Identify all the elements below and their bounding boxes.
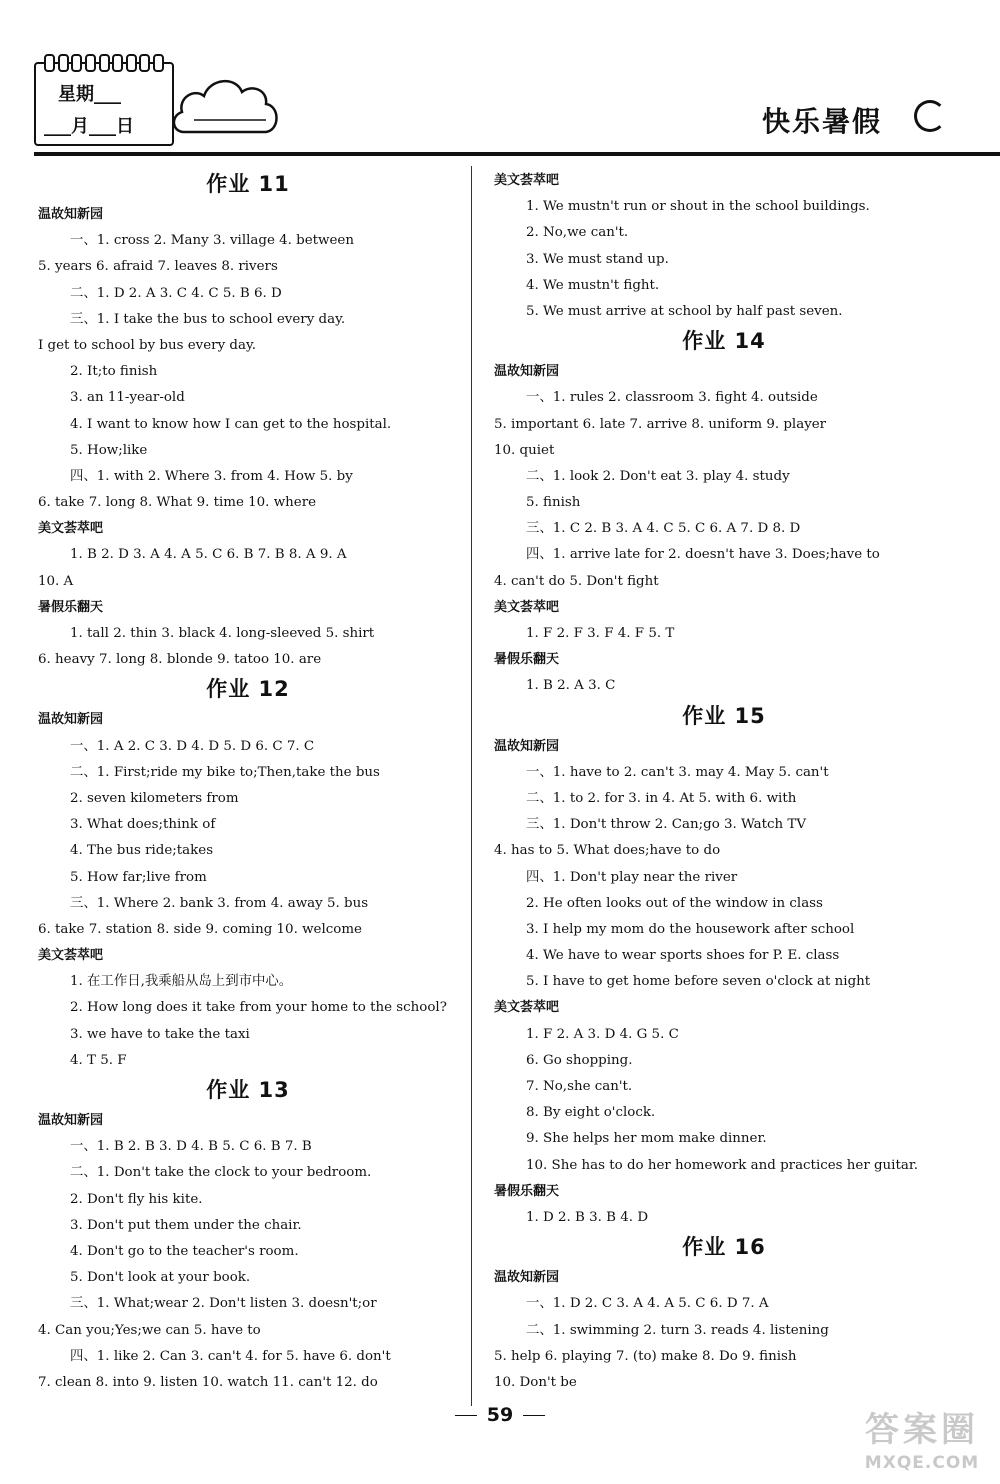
answer-line: 3. We must stand up.: [526, 251, 669, 267]
answer-line: 10. She has to do her homework and practices her guitar.: [526, 1157, 919, 1173]
calendar-ring: [112, 54, 123, 72]
answer-line: 二、1. D 2. A 3. C 4. C 5. B 6. D: [70, 285, 282, 301]
answer-line: 2. Don't fly his kite.: [70, 1191, 203, 1207]
right-answer-column: [494, 168, 954, 1396]
answer-line: 三、1. Don't throw 2. Can;go 3. Watch TV: [526, 817, 807, 833]
watermark: [848, 1408, 996, 1482]
answer-line: 4. has to 5. What does;have to do: [494, 843, 721, 859]
answer-line: 4. We mustn't fight.: [526, 277, 660, 293]
weekday-field: 星期___: [58, 84, 121, 105]
answer-line: 1. We mustn't run or shout in the school buildings.: [526, 199, 870, 215]
calendar-ring: [85, 54, 96, 72]
answer-line: 三、1. C 2. B 3. A 4. C 5. C 6. A 7. D 8. D: [526, 521, 801, 537]
section-label: 温故知新园: [38, 1113, 104, 1128]
answer-line: 8. By eight o'clock.: [526, 1105, 656, 1121]
answer-line: 5. I have to get home before seven o'clock at night: [526, 974, 871, 990]
logo-text: 快乐暑假: [762, 105, 883, 138]
answer-line: 一、1. D 2. C 3. A 4. A 5. C 6. D 7. A: [526, 1296, 769, 1312]
answer-line: 6. take 7. station 8. side 9. coming 10. welcome: [38, 921, 362, 937]
section-label: 温故知新园: [38, 207, 104, 222]
answer-line: 5. How;like: [70, 442, 148, 458]
answer-line: 3. we have to take the taxi: [70, 1026, 250, 1042]
answer-line: 4. Don't go to the teacher's room.: [70, 1243, 299, 1259]
answer-line: 四、1. Don't play near the river: [526, 869, 738, 885]
answer-line: 1. 在工作日,我乘船从岛上到市中心。: [70, 974, 293, 990]
answer-line: 4. can't do 5. Don't fight: [494, 573, 659, 589]
month-day-field: ___月___日: [44, 116, 134, 137]
dash-right: [523, 1415, 545, 1416]
calendar-ring: [99, 54, 110, 72]
answer-line: 1. F 2. F 3. F 4. F 5. T: [526, 626, 675, 641]
section-label: 美文荟萃吧: [494, 173, 560, 188]
answer-line: 1. tall 2. thin 3. black 4. long-sleeved 5. shirt: [70, 626, 375, 641]
answer-line: 二、1. look 2. Don't eat 3. play 4. study: [526, 468, 790, 484]
answer-line: 1. B 2. A 3. C: [526, 678, 616, 694]
answer-line: 三、1. I take the bus to school every day.: [70, 311, 346, 327]
section-label: 暑假乐翻天: [494, 652, 560, 668]
calendar-ring: [139, 54, 150, 72]
swirl-icon: [914, 100, 946, 132]
answer-line: 6. Go shopping.: [526, 1052, 633, 1068]
answer-line: 2. No,we can't.: [526, 225, 629, 241]
answer-line: 一、1. A 2. C 3. D 4. D 5. D 6. C 7. C: [70, 738, 315, 754]
answer-line: 7. No,she can't.: [526, 1079, 633, 1094]
answer-line: 二、1. Don't take the clock to your bedroom.: [70, 1165, 372, 1181]
happy-summer-logo: [748, 92, 948, 152]
calendar-ring: [71, 54, 82, 72]
answer-line: 四、1. with 2. Where 3. from 4. How 5. by: [70, 468, 353, 484]
answer-line: 5. Don't look at your book.: [70, 1270, 251, 1286]
calendar-date-box: [34, 62, 174, 146]
answer-line: 4. T 5. F: [70, 1052, 127, 1068]
page-number-text: 59: [486, 1404, 514, 1426]
answer-line: 一、1. B 2. B 3. D 4. B 5. C 6. B 7. B: [70, 1139, 312, 1155]
section-label: 美文荟萃吧: [494, 1000, 560, 1016]
answer-line: 3. I help my mom do the housework after school: [526, 921, 855, 937]
answer-line: 5. help 6. playing 7. (to) make 8. Do 9. finish: [494, 1348, 797, 1364]
answer-line: 10. Don't be: [494, 1374, 577, 1390]
answer-line: 10. A: [38, 573, 74, 589]
watermark-text: 答案圈: [865, 1410, 979, 1450]
homework-title: 作业 13: [206, 1078, 290, 1102]
answer-line: 四、1. arrive late for 2. doesn't have 3. Does;have to: [526, 547, 880, 563]
answer-line: 3. What does;think of: [70, 817, 216, 833]
calendar-ring: [44, 54, 55, 72]
left-answer-column: [38, 168, 458, 1396]
answer-line: 2. seven kilometers from: [70, 790, 239, 806]
answer-line: 二、1. to 2. for 3. in 4. At 5. with 6. with: [526, 790, 797, 806]
section-label: 美文荟萃吧: [38, 948, 104, 964]
answer-line: 9. She helps her mom make dinner.: [526, 1131, 767, 1147]
dash-left: [455, 1415, 477, 1416]
answer-line: 5. finish: [526, 495, 581, 511]
answer-line: 2. How long does it take from your home to the school?: [70, 1000, 447, 1016]
answer-line: 4. I want to know how I can get to the hospital.: [70, 416, 392, 432]
header-divider: [34, 152, 1000, 156]
answer-line: 5. We must arrive at school by half past seven.: [526, 303, 843, 319]
calendar-ring: [58, 54, 69, 72]
answer-line: 一、1. cross 2. Many 3. village 4. between: [70, 233, 354, 249]
answer-line: 一、1. rules 2. classroom 3. fight 4. outside: [526, 390, 818, 406]
section-label: 温故知新园: [38, 712, 104, 728]
calendar-ring: [153, 54, 164, 72]
homework-title: 作业 14: [682, 329, 766, 354]
homework-title: 作业 11: [206, 172, 290, 196]
answer-line: 3. Don't put them under the chair.: [70, 1217, 302, 1233]
answer-line: 5. important 6. late 7. arrive 8. uniform 9. player: [494, 416, 827, 432]
answer-line: 2. He often looks out of the window in class: [526, 895, 823, 911]
homework-title: 作业 12: [206, 677, 290, 702]
answer-line: 三、1. What;wear 2. Don't listen 3. doesn't;or: [70, 1296, 377, 1312]
column-divider: [471, 166, 472, 1406]
answer-line: 4. The bus ride;takes: [70, 843, 214, 859]
calendar-rings: [44, 54, 164, 72]
answer-line: 2. It;to finish: [70, 364, 158, 380]
answer-line: 二、1. swimming 2. turn 3. reads 4. listening: [526, 1322, 829, 1338]
answer-line: 1. F 2. A 3. D 4. G 5. C: [526, 1026, 679, 1042]
section-label: 暑假乐翻天: [494, 1183, 560, 1199]
section-label: 暑假乐翻天: [38, 599, 104, 615]
homework-title: 作业 16: [682, 1235, 766, 1260]
answer-line: 四、1. like 2. Can 3. can't 4. for 5. have 6. don't: [70, 1348, 391, 1364]
answer-line: I get to school by bus every day.: [38, 337, 256, 353]
answer-line: 1. B 2. D 3. A 4. A 5. C 6. B 7. B 8. A 9. A: [70, 547, 347, 563]
answer-line: 5. years 6. afraid 7. leaves 8. rivers: [38, 259, 278, 275]
answer-line: 二、1. First;ride my bike to;Then,take the bus: [70, 764, 380, 780]
answer-line: 6. heavy 7. long 8. blonde 9. tatoo 10. are: [38, 652, 322, 668]
answer-line: 4. Can you;Yes;we can 5. have to: [38, 1322, 261, 1338]
cloud-icon: [170, 72, 282, 140]
answer-line: 4. We have to wear sports shoes for P. E. class: [526, 948, 840, 964]
answer-line: 三、1. Where 2. bank 3. from 4. away 5. bus: [70, 895, 369, 911]
homework-title: 作业 15: [682, 703, 766, 728]
answer-line: 1. D 2. B 3. B 4. D: [526, 1209, 649, 1225]
section-label: 温故知新园: [494, 738, 560, 754]
answer-line: 7. clean 8. into 9. listen 10. watch 11. can't 12. do: [38, 1374, 378, 1390]
watermark-url: MXQE.COM: [864, 1453, 980, 1473]
section-label: 温故知新园: [494, 1270, 560, 1286]
answer-line: 6. take 7. long 8. What 9. time 10. where: [38, 495, 317, 511]
answer-line: 5. How far;live from: [70, 869, 207, 885]
section-label: 美文荟萃吧: [38, 521, 104, 537]
section-label: 美文荟萃吧: [494, 599, 560, 615]
answer-line: 10. quiet: [494, 442, 555, 458]
section-label: 温故知新园: [494, 364, 560, 380]
calendar-ring: [126, 54, 137, 72]
answer-line: 3. an 11-year-old: [70, 390, 185, 406]
answer-line: 一、1. have to 2. can't 3. may 4. May 5. can't: [526, 764, 829, 780]
